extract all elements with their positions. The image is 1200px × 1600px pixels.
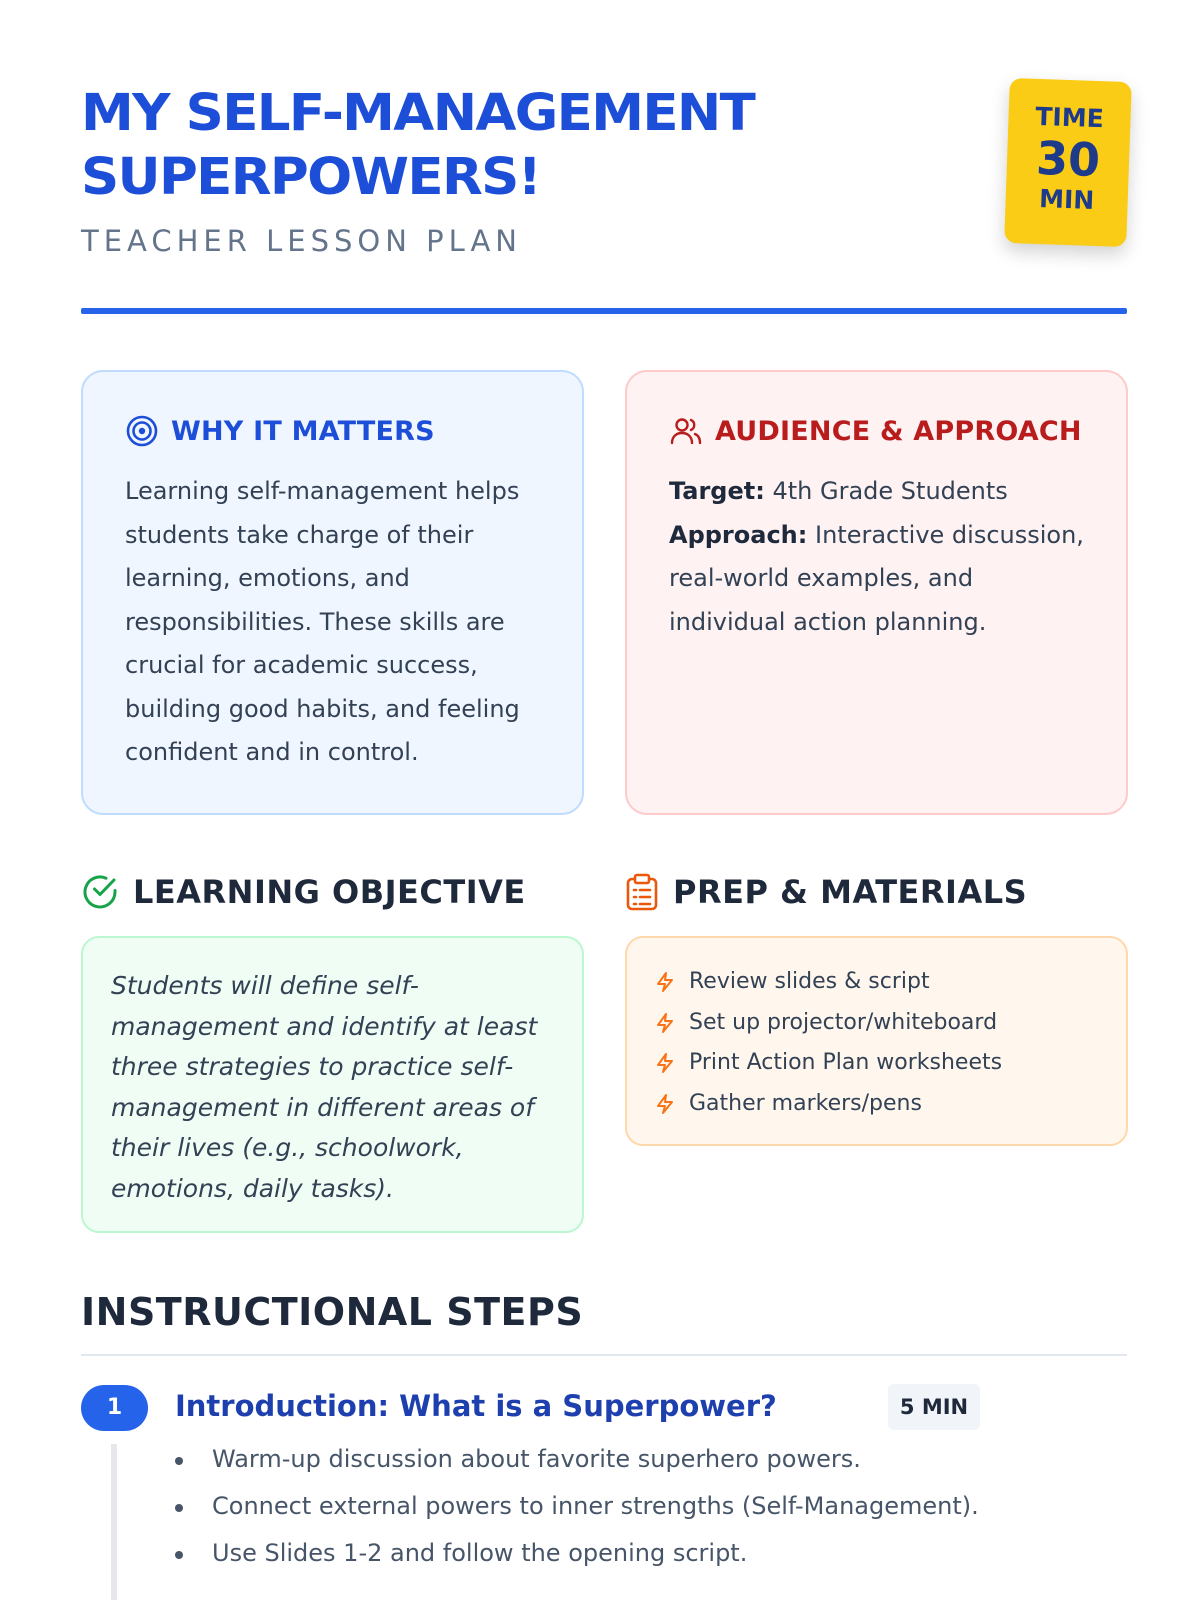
target-icon (125, 414, 159, 448)
title-line-2: SUPERPOWERS! (81, 148, 541, 207)
material-label: Set up projector/whiteboard (689, 1009, 998, 1035)
lightning-icon (655, 1093, 675, 1115)
users-icon (669, 414, 703, 448)
header-divider (81, 308, 1127, 314)
instructional-steps-heading: INSTRUCTIONAL STEPS (81, 1290, 584, 1334)
check-circle-icon (81, 873, 119, 911)
audience-approach-card (625, 370, 1128, 815)
list-item: Warm-up discussion about favorite superhero powers. (175, 1436, 979, 1483)
time-label: TIME (1034, 101, 1105, 134)
step-activity-list (175, 1436, 979, 1577)
prep-materials-title: PREP & MATERIALS (673, 873, 1028, 911)
audience-approach-text (669, 470, 1090, 644)
title-line-1: MY SELF-MANAGEMENT (81, 84, 755, 143)
list-item (655, 1003, 1002, 1044)
list-item: Connect external powers to inner strengths (Self-Management). (175, 1483, 979, 1530)
lesson-header (81, 82, 1131, 258)
approach-value: Interactive discussion, real-world examples, and individual action planning. (669, 520, 1084, 636)
learning-objective-heading (81, 873, 526, 911)
page-subtitle: TEACHER LESSON PLAN (81, 224, 522, 258)
lightning-icon (655, 1052, 675, 1074)
time-unit: MIN (1038, 184, 1095, 215)
prep-materials-box (625, 936, 1128, 1146)
audience-approach-heading (669, 414, 1082, 448)
list-item (655, 962, 1002, 1003)
time-value: 30 (1035, 130, 1102, 188)
lightning-icon (655, 971, 675, 993)
step-number-badge: 1 (81, 1385, 148, 1431)
list-item (655, 1043, 1002, 1084)
material-label: Review slides & script (689, 969, 930, 994)
why-it-matters-card (81, 370, 584, 815)
materials-list (655, 962, 1002, 1124)
learning-objective-text: Students will define self-management and identify at least three strategies to practice self-management in different areas of their lives (e.g., schoolwork, emotions, daily tasks). (111, 971, 538, 1203)
prep-materials-heading (625, 873, 1027, 911)
list-item (655, 1084, 1002, 1125)
learning-objective-title: LEARNING OBJECTIVE (133, 873, 526, 911)
step-duration-badge: 5 MIN (888, 1384, 980, 1430)
material-label: Print Action Plan worksheets (689, 1050, 1003, 1075)
learning-objective-box (81, 936, 584, 1233)
audience-approach-title: AUDIENCE & APPROACH (715, 415, 1082, 447)
approach-label: Approach: (669, 520, 808, 549)
material-label: Gather markers/pens (689, 1090, 922, 1116)
clipboard-icon (625, 873, 659, 911)
time-badge (1004, 78, 1132, 247)
target-value: 4th Grade Students (764, 477, 1008, 505)
why-it-matters-title: WHY IT MATTERS (171, 415, 435, 447)
why-it-matters-heading (125, 414, 435, 448)
list-item: Use Slides 1-2 and follow the opening script. (175, 1530, 979, 1577)
lightning-icon (655, 1012, 675, 1034)
why-it-matters-text: Learning self-management helps students take charge of their learning, emotions, and responsibilities. These skills are crucial for academic success, building good habits, and feeling confident and in control. (125, 477, 520, 766)
step-timeline-line (111, 1444, 117, 1600)
target-label: Target: (669, 477, 765, 505)
steps-divider (81, 1354, 1127, 1356)
step-title: Introduction: What is a Superpower? (175, 1389, 777, 1423)
